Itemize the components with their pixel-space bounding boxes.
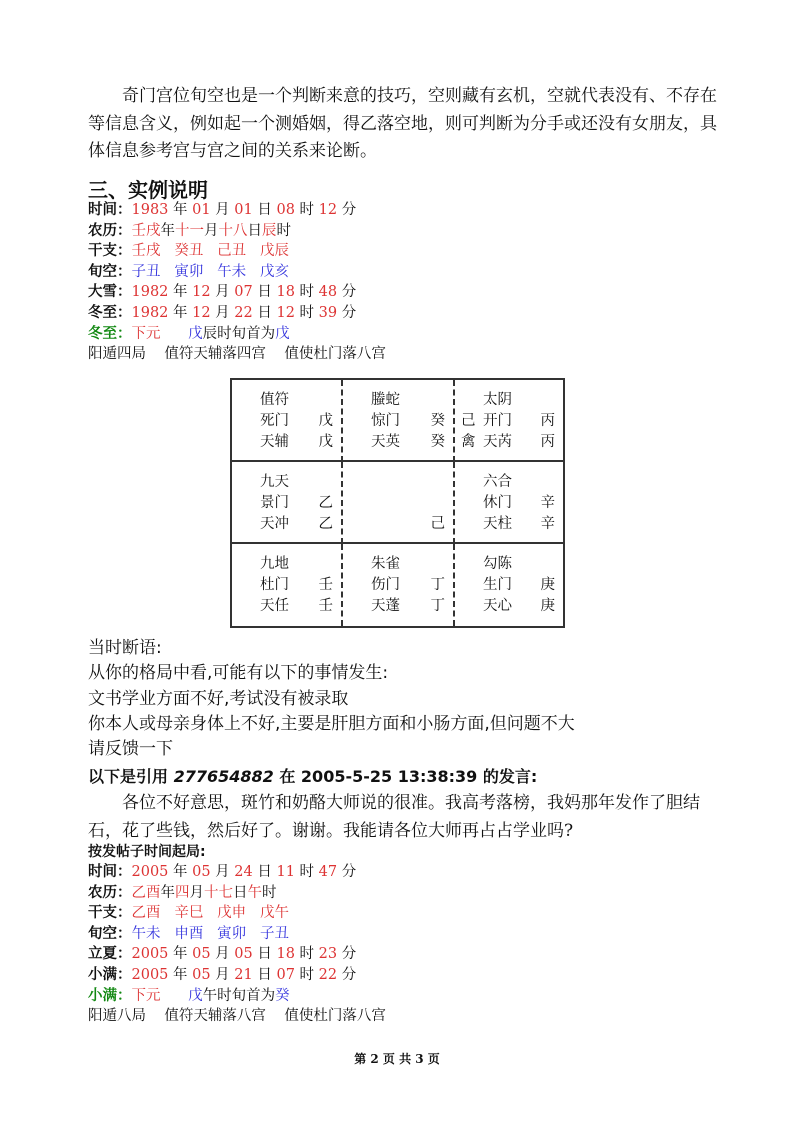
- info-value: 时: [294, 284, 319, 301]
- palace-door: 开门: [483, 413, 512, 429]
- reply-paragraph: 各位不好意思，斑竹和奶酪大师说的很准。我高考落榜，我妈那年发作了胆结石，花了些钱，然后好了。谢谢。我能请各位大师再占占学业吗?: [88, 793, 700, 841]
- info-value: 月: [210, 864, 235, 880]
- info-value: [246, 243, 260, 259]
- info-value: 时: [294, 202, 319, 218]
- palace-door: 惊门: [371, 413, 400, 429]
- info-line: [88, 200, 356, 221]
- palace-star: 天英: [371, 434, 400, 450]
- info-value: 日: [252, 864, 277, 880]
- info-value: 月: [210, 946, 235, 963]
- palace-stem-earth: 丙: [540, 434, 555, 450]
- info-value: 日: [252, 284, 277, 301]
- palace-door: 景门: [260, 495, 289, 511]
- info-value: 2005: [131, 864, 169, 880]
- info-value: 1982: [131, 284, 169, 301]
- qimen-chart: [230, 378, 565, 628]
- info-value: [203, 926, 217, 942]
- info-label: 小满：: [88, 966, 132, 983]
- info-label: 旬空：: [88, 925, 132, 942]
- info-value: [161, 264, 175, 280]
- palace-god: 六合: [483, 474, 512, 490]
- info-line: [88, 324, 356, 345]
- judgement-line: 从你的格局中看,可能有以下的事情发生:: [88, 663, 389, 684]
- info-value: 十一: [175, 222, 204, 239]
- judgement-line: 当时断语:: [88, 638, 162, 658]
- palace-god: 勾陈: [483, 556, 512, 572]
- info-value: [203, 243, 217, 259]
- info-value: 壬戌: [131, 243, 161, 260]
- info-value: [246, 926, 260, 942]
- palace-extra: 禽: [461, 434, 476, 450]
- info-line: [88, 303, 356, 324]
- palace-stem-heaven: 戊: [318, 413, 333, 429]
- info-value: 05: [192, 946, 211, 963]
- info-value: 乙酉: [131, 905, 161, 922]
- info-label: 旬空：: [88, 263, 132, 280]
- info-value: 39: [318, 304, 338, 321]
- quote-time: 在 2005-5-25 13:38:39 的发言:: [273, 767, 538, 786]
- info-value: 戊: [188, 987, 203, 1004]
- info-value: 午未: [217, 263, 247, 280]
- info-value: 分: [337, 946, 357, 963]
- info-value: 戊申: [217, 905, 247, 922]
- info-value: 戊午: [259, 905, 289, 922]
- info-label: 农历：: [88, 222, 132, 239]
- info-value: 01: [192, 202, 211, 218]
- info-value: 2005: [131, 946, 169, 963]
- palace-god: 太阴: [483, 392, 512, 408]
- info-value: 时: [262, 884, 277, 901]
- info-value: 12: [276, 304, 295, 321]
- info-value: 日: [233, 884, 248, 901]
- info-value: 22: [234, 304, 253, 321]
- info-value: [161, 243, 175, 259]
- info-value: 47: [318, 864, 338, 880]
- info-value: 年: [160, 222, 175, 239]
- info-value: 分: [337, 304, 357, 321]
- info-value: 分: [337, 966, 357, 983]
- info-value: 下元: [131, 987, 161, 1004]
- info-line: [88, 883, 356, 904]
- info-label: 时间：: [88, 202, 132, 218]
- info-value: [203, 905, 217, 921]
- info-value: 23: [318, 946, 338, 963]
- palace-cell: [232, 544, 343, 626]
- case1-info: [88, 200, 356, 344]
- info-value: 年: [168, 864, 193, 880]
- info-value: 07: [234, 284, 253, 301]
- info-value: 辰时旬首为: [202, 325, 276, 342]
- info-value: 01: [234, 202, 253, 218]
- judgement-line: 你本人或母亲身体上不好,主要是肝胆方面和小肠方面,但问题不大: [88, 713, 575, 734]
- info-value: 辛巳: [174, 905, 204, 922]
- palace-cell: [455, 380, 563, 462]
- intro-paragraph: 奇门宫位旬空也是一个判断来意的技巧，空则藏有玄机，空就代表没有、不存在等信息含义，例如起一个测婚姻，得乙落空地，则可判断为分手或还没有女朋友，具体信息参考宫与宫之间的关系来论断。: [88, 86, 717, 161]
- info-value: 年: [160, 884, 175, 901]
- info-value: 日: [247, 222, 262, 239]
- info-value: 05: [192, 966, 211, 983]
- info-value: 分: [337, 284, 357, 301]
- info-value: 申酉: [174, 925, 204, 942]
- palace-stem-earth: 戊: [318, 434, 333, 450]
- judgement-lines: [88, 636, 575, 762]
- palace-stem-heaven: 丙: [540, 413, 555, 429]
- info-value: 日: [252, 966, 277, 983]
- palace-cell: [343, 544, 455, 626]
- palace-cell: [343, 380, 455, 462]
- info-value: 戊辰: [259, 243, 289, 260]
- palace-stem-earth: 己: [430, 516, 445, 532]
- info-value: 子丑: [259, 925, 289, 942]
- info-value: 己丑: [217, 243, 247, 260]
- palace-stem-earth: 丁: [430, 598, 445, 614]
- info-value: 壬戌: [131, 222, 161, 239]
- palace-stem-earth: 乙: [318, 516, 333, 532]
- info-value: [161, 905, 175, 921]
- palace-star: 天蓬: [371, 598, 400, 614]
- palace-door: 杜门: [260, 577, 289, 593]
- palace-star: 天冲: [260, 516, 289, 532]
- palace-extra: 己: [461, 413, 476, 429]
- info-value: [161, 926, 175, 942]
- info-value: 05: [192, 864, 211, 880]
- palace-stem-earth: 壬: [318, 598, 333, 614]
- info-line: [88, 986, 356, 1007]
- info-value: 12: [192, 304, 211, 321]
- info-value: [246, 264, 260, 280]
- info-label: 小满：: [88, 987, 132, 1004]
- info-value: 癸丑: [174, 243, 204, 260]
- info-label: 农历：: [88, 884, 132, 901]
- palace-god: 值符: [260, 392, 289, 408]
- info-value: [161, 326, 189, 342]
- palace-cell: [343, 462, 455, 544]
- info-value: 年: [168, 304, 193, 321]
- judgement-line: 文书学业方面不好,考试没有被录取: [88, 688, 349, 709]
- info-value: 月: [189, 884, 204, 901]
- info-value: 戊亥: [259, 263, 289, 280]
- palace-door: 伤门: [371, 577, 400, 593]
- palace-stem-earth: 庚: [540, 598, 555, 614]
- info-value: 24: [234, 864, 253, 880]
- info-value: 分: [337, 864, 357, 880]
- info-value: 十七: [204, 884, 233, 901]
- palace-god: 螣蛇: [371, 392, 400, 408]
- info-value: 21: [234, 966, 253, 983]
- info-value: 时: [294, 966, 319, 983]
- case2-info: [88, 862, 356, 1006]
- palace-god: 朱雀: [371, 556, 400, 572]
- info-value: 下元: [131, 325, 161, 342]
- info-value: 年: [168, 966, 193, 983]
- info-label: 立夏：: [88, 946, 132, 963]
- case1-ju: 阳遁四局 值符天辅落四宫 值使杜门落八宫: [88, 346, 386, 362]
- info-value: [161, 988, 189, 1004]
- info-value: 12: [318, 202, 338, 218]
- info-value: 08: [276, 202, 295, 218]
- info-line: [88, 221, 356, 242]
- info-value: 18: [276, 284, 295, 301]
- palace-door: 生门: [483, 577, 512, 593]
- info-value: 05: [234, 946, 253, 963]
- info-value: 2005: [131, 966, 169, 983]
- info-value: 07: [276, 966, 295, 983]
- info-value: 月: [210, 284, 235, 301]
- info-value: 11: [276, 864, 295, 880]
- info-value: 时: [276, 222, 291, 239]
- palace-stem-earth: 癸: [430, 434, 445, 450]
- info-value: 日: [252, 304, 277, 321]
- info-value: 12: [192, 284, 211, 301]
- info-value: 月: [204, 222, 219, 239]
- info-label: 冬至：: [88, 304, 132, 321]
- info-line: [88, 924, 356, 945]
- info-value: [246, 905, 260, 921]
- palace-door: 死门: [260, 413, 289, 429]
- page-footer: 第 2 页 共 3 页: [354, 1052, 440, 1066]
- info-value: 月: [210, 304, 235, 321]
- quote-user[interactable]: 277654882: [173, 767, 274, 786]
- palace-cell: [455, 544, 563, 626]
- palace-god: 九天: [260, 474, 289, 490]
- info-line: [88, 965, 356, 986]
- quote-prefix: 以下是引用: [88, 767, 174, 786]
- palace-cell: [232, 462, 343, 544]
- palace-cell: [232, 380, 343, 462]
- info-value: 辰: [262, 222, 277, 239]
- info-value: 日: [252, 202, 277, 218]
- info-value: 月: [210, 966, 235, 983]
- palace-door: 休门: [483, 495, 512, 511]
- palace-star: 天柱: [483, 516, 512, 532]
- judgement-line: 请反馈一下: [88, 739, 173, 760]
- palace-stem-heaven: 癸: [430, 413, 445, 429]
- info-label: 干支：: [88, 905, 132, 922]
- info-value: 月: [210, 202, 235, 218]
- info-line: [88, 282, 356, 303]
- info-value: 22: [318, 966, 338, 983]
- palace-stem-heaven: 壬: [318, 577, 333, 593]
- info-value: 寅卯: [174, 263, 204, 280]
- palace-stem-heaven: 乙: [318, 495, 333, 511]
- info-value: 午时旬首为: [202, 987, 276, 1004]
- info-value: 戊: [275, 325, 290, 342]
- info-value: 寅卯: [217, 925, 247, 942]
- info-line: [88, 862, 356, 883]
- quote-header: [88, 764, 537, 787]
- info-label: 冬至：: [88, 325, 132, 342]
- info-value: 戊: [188, 325, 203, 342]
- info-value: 四: [175, 884, 190, 901]
- info-label: 干支：: [88, 243, 132, 260]
- info-value: [203, 264, 217, 280]
- info-value: 癸: [275, 987, 290, 1004]
- info-value: 1983: [131, 202, 169, 218]
- info-label: 时间：: [88, 864, 132, 880]
- case2-title: 按发帖子时间起局:: [88, 844, 206, 860]
- palace-star: 天任: [260, 598, 289, 614]
- section-heading: 三、实例说明: [88, 178, 208, 202]
- palace-star: 天心: [483, 598, 512, 614]
- info-value: 时: [294, 946, 319, 963]
- info-value: 分: [337, 202, 357, 218]
- info-value: 年: [168, 946, 193, 963]
- palace-cell: [455, 462, 563, 544]
- info-value: 18: [276, 946, 295, 963]
- info-line: [88, 241, 356, 262]
- palace-god: 九地: [260, 556, 289, 572]
- case2-ju: 阳遁八局 值符天辅落八宫 值使杜门落八宫: [88, 1008, 386, 1024]
- info-value: 乙酉: [131, 884, 161, 901]
- info-value: 时: [294, 304, 319, 321]
- info-value: 日: [252, 946, 277, 963]
- palace-star: 天芮: [483, 434, 512, 450]
- palace-stem-heaven: 辛: [540, 495, 555, 511]
- info-label: 大雪：: [88, 284, 132, 301]
- info-value: 子丑: [131, 263, 161, 280]
- info-line: [88, 944, 356, 965]
- info-value: 时: [294, 864, 319, 880]
- info-value: 午: [247, 884, 262, 901]
- palace-stem-heaven: 庚: [540, 577, 555, 593]
- info-value: 48: [318, 284, 338, 301]
- palace-star: 天辅: [260, 434, 289, 450]
- info-value: 十八: [218, 222, 248, 239]
- info-value: 年: [168, 202, 193, 218]
- info-value: 1982: [131, 304, 169, 321]
- info-value: 午未: [131, 925, 161, 942]
- palace-stem-earth: 辛: [540, 516, 555, 532]
- palace-stem-heaven: 丁: [430, 577, 445, 593]
- info-line: [88, 262, 356, 283]
- info-line: [88, 903, 356, 924]
- info-value: 年: [168, 284, 193, 301]
